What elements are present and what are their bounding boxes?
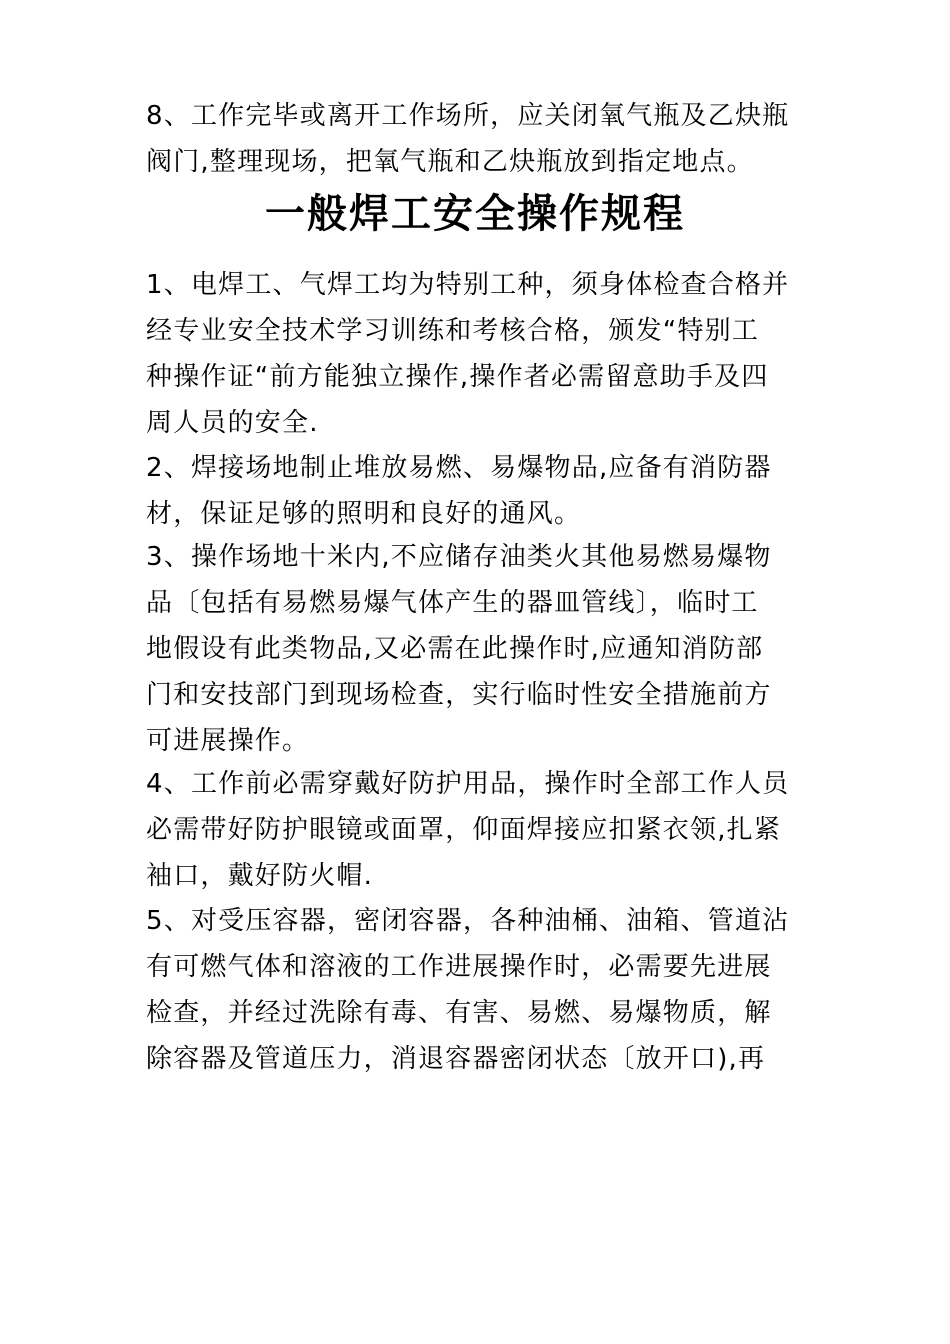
paragraph-line: 除容器及管道压力，消退容器密闭状态〔放开口),再 bbox=[146, 1044, 766, 1074]
paragraph-line: 可进展操作。 bbox=[146, 726, 310, 756]
paragraph-line: 经专业安全技术学习训练和考核合格，颁发“特别工 bbox=[146, 316, 760, 346]
paragraph-line: 地假设有此类物品,又必需在此操作时,应通知消防部 bbox=[146, 634, 764, 664]
paragraph-line: 门和安技部门到现场检查，实行临时性安全措施前方 bbox=[146, 680, 772, 710]
rule-item-2 bbox=[146, 445, 826, 537]
rule-item-3 bbox=[146, 534, 826, 764]
paragraph-line: 有可燃气体和溶液的工作进展操作时，必需要先进展 bbox=[146, 952, 772, 982]
paragraph-line: 袖口，戴好防火帽. bbox=[146, 861, 374, 891]
rule-item-1 bbox=[146, 262, 826, 446]
paragraph-line: 周人员的安全. bbox=[146, 408, 319, 438]
intro-paragraph bbox=[146, 93, 826, 185]
rule-item-4 bbox=[146, 761, 826, 899]
paragraph-line: 阀门,整理现场，把氧气瓶和乙炔瓶放到指定地点。 bbox=[146, 147, 754, 177]
paragraph-line: 品〔包括有易燃易爆气体产生的器皿管线〕，临时工 bbox=[146, 588, 759, 618]
paragraph-line: 种操作证“前方能独立操作,操作者必需留意助手及四 bbox=[146, 362, 769, 392]
paragraph-line: 2、焊接场地制止堆放易燃、易爆物品,应备有消防器 bbox=[146, 453, 772, 483]
paragraph-line: 5、对受压容器，密闭容器，各种油桶、油箱、管道沾 bbox=[146, 906, 790, 936]
paragraph-line: 1、电焊工、气焊工均为特别工种，须身体检查合格并 bbox=[146, 270, 790, 300]
paragraph-line: 8、工作完毕或离开工作场所，应关闭氧气瓶及乙炔瓶 bbox=[146, 101, 790, 131]
paragraph-line: 必需带好防护眼镜或面罩，仰面焊接应扣紧衣领,扎紧 bbox=[146, 815, 782, 845]
paragraph-line: 4、工作前必需穿戴好防护用品，操作时全部工作人员 bbox=[146, 769, 790, 799]
paragraph-line: 3、操作场地十米内,不应储存油类火其他易燃易爆物 bbox=[146, 542, 772, 572]
page-title: 一般焊工安全操作规程 bbox=[265, 191, 685, 237]
rule-item-5 bbox=[146, 898, 826, 1082]
paragraph-line: 检查，并经过洗除有毒、有害、易燃、易爆物质，解 bbox=[146, 998, 772, 1028]
paragraph-line: 材，保证足够的照明和良好的通风。 bbox=[146, 499, 582, 529]
